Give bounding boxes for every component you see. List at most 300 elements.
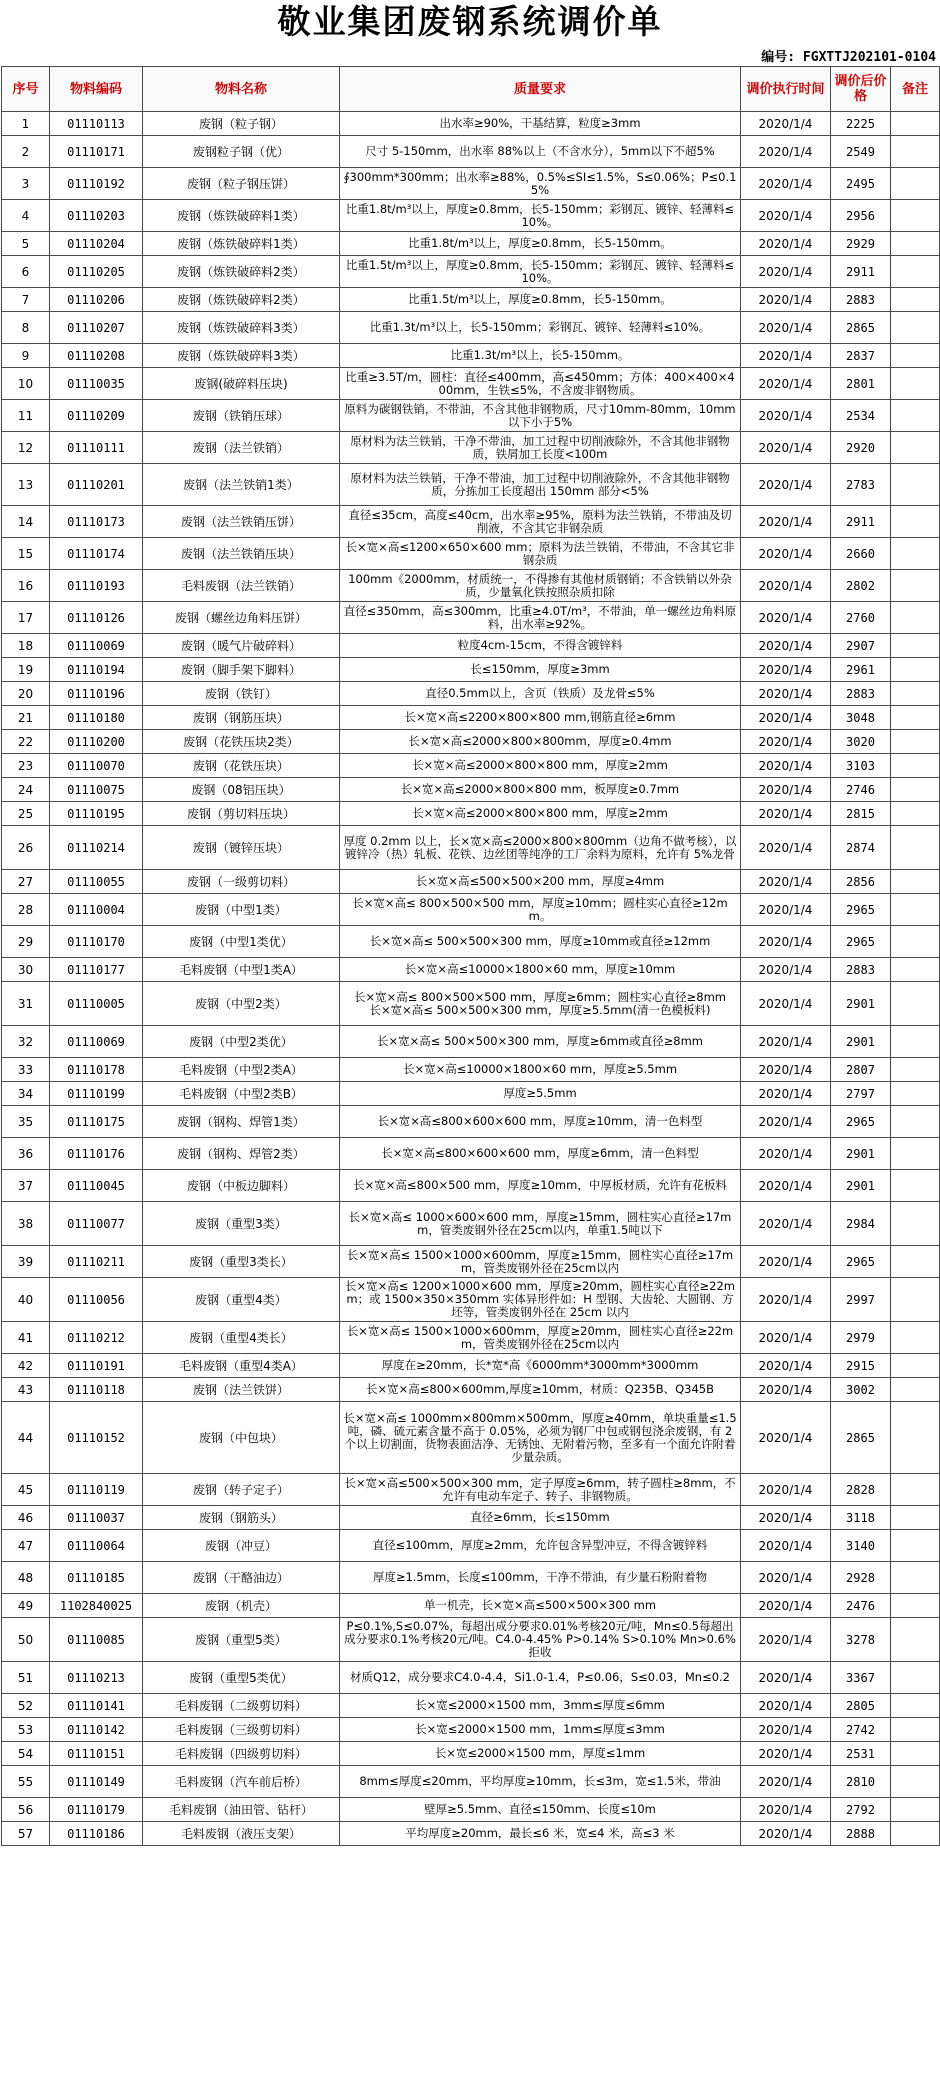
cell-no: 32 xyxy=(2,1026,50,1058)
cell-name: 毛料废钢（重型4类A） xyxy=(143,1354,340,1378)
cell-exec-time: 2020/1/4 xyxy=(741,1278,831,1322)
table-row xyxy=(2,1822,940,1846)
cell-exec-time: 2020/1/4 xyxy=(741,754,831,778)
cell-requirements: 尺寸 5-150mm，出水率 88%以上（不含水分），5mm以下不超5% xyxy=(340,136,741,168)
cell-requirements: 长×宽×高≤ 1200×1000×600 mm，厚度≥20mm，圆柱实心直径≥22mm；或 1500×350×350mm 实体异形件如：H 型钢、大齿轮、大圆钢、方坯等，管类废钢外径在 25cm 以内 xyxy=(340,1278,741,1322)
cell-requirements: 长×宽×高≤800×600mm,厚度≥10mm，材质：Q235B、Q345B xyxy=(340,1378,741,1402)
cell-price: 2865 xyxy=(831,1402,891,1474)
cell-remark xyxy=(891,256,940,288)
cell-no: 50 xyxy=(2,1618,50,1662)
cell-code: 01110213 xyxy=(50,1662,143,1694)
cell-name: 废钢（钢筋压块） xyxy=(143,706,340,730)
cell-no: 33 xyxy=(2,1058,50,1082)
cell-exec-time: 2020/1/4 xyxy=(741,602,831,634)
header-no: 序号 xyxy=(2,67,50,112)
table-row xyxy=(2,870,940,894)
cell-remark xyxy=(891,602,940,634)
cell-name: 毛料废钢（法兰铁销） xyxy=(143,570,340,602)
cell-requirements: 壁厚≥5.5mm、直径≤150mm、长度≤10m xyxy=(340,1798,741,1822)
cell-name: 废钢（转子定子） xyxy=(143,1474,340,1506)
cell-code: 01110199 xyxy=(50,1082,143,1106)
cell-requirements: 比重1.8t/m³以上，厚度≥0.8mm，长5-150mm。 xyxy=(340,232,741,256)
doc-number-row xyxy=(0,44,940,66)
cell-name: 废钢（中型2类） xyxy=(143,982,340,1026)
cell-no: 20 xyxy=(2,682,50,706)
cell-code: 01110069 xyxy=(50,634,143,658)
cell-price: 2495 xyxy=(831,168,891,200)
cell-code: 01110004 xyxy=(50,894,143,926)
table-row xyxy=(2,288,940,312)
header-requirements: 质量要求 xyxy=(340,67,741,112)
cell-exec-time: 2020/1/4 xyxy=(741,570,831,602)
cell-no: 45 xyxy=(2,1474,50,1506)
cell-name: 废钢（法兰铁饼） xyxy=(143,1378,340,1402)
cell-no: 30 xyxy=(2,958,50,982)
cell-code: 01110149 xyxy=(50,1766,143,1798)
cell-price: 2888 xyxy=(831,1822,891,1846)
cell-exec-time: 2020/1/4 xyxy=(741,368,831,400)
table-row xyxy=(2,136,940,168)
cell-no: 57 xyxy=(2,1822,50,1846)
table-row xyxy=(2,1474,940,1506)
cell-requirements: 比重1.5t/m³以上，厚度≥0.8mm，长5-150mm；彩钢瓦、镀锌、轻薄料≤10%。 xyxy=(340,256,741,288)
table-row xyxy=(2,1106,940,1138)
cell-exec-time: 2020/1/4 xyxy=(741,870,831,894)
cell-price: 3367 xyxy=(831,1662,891,1694)
cell-exec-time: 2020/1/4 xyxy=(741,1354,831,1378)
cell-name: 废钢（一级剪切料） xyxy=(143,870,340,894)
cell-remark xyxy=(891,312,940,344)
cell-price: 3278 xyxy=(831,1618,891,1662)
table-row xyxy=(2,432,940,464)
cell-requirements: 长×宽×高≤1200×650×600 mm；原料为法兰铁销，不带油，不含其它非钢杂质 xyxy=(340,538,741,570)
cell-name: 废钢（中板边脚料） xyxy=(143,1170,340,1202)
cell-name: 废钢（机壳） xyxy=(143,1594,340,1618)
cell-requirements: 长×宽×高≤2200×800×800 mm,钢筋直径≥6mm xyxy=(340,706,741,730)
cell-exec-time: 2020/1/4 xyxy=(741,1170,831,1202)
cell-requirements: 长×宽×高≤800×500 mm，厚度≥10mm，中厚板材质，允许有花板料 xyxy=(340,1170,741,1202)
cell-exec-time: 2020/1/4 xyxy=(741,706,831,730)
cell-code: 01110056 xyxy=(50,1278,143,1322)
cell-price: 2476 xyxy=(831,1594,891,1618)
cell-exec-time: 2020/1/4 xyxy=(741,1618,831,1662)
cell-code: 01110069 xyxy=(50,1026,143,1058)
cell-code: 01110005 xyxy=(50,982,143,1026)
cell-no: 38 xyxy=(2,1202,50,1246)
cell-name: 废钢（暖气片破碎料） xyxy=(143,634,340,658)
cell-code: 01110207 xyxy=(50,312,143,344)
cell-remark xyxy=(891,926,940,958)
price-adjustment-table xyxy=(1,66,940,1846)
cell-name: 毛料废钢（液压支架） xyxy=(143,1822,340,1846)
cell-code: 01110194 xyxy=(50,658,143,682)
cell-price: 2534 xyxy=(831,400,891,432)
header-price: 调价后价格 xyxy=(831,67,891,112)
cell-code: 01110204 xyxy=(50,232,143,256)
table-row xyxy=(2,730,940,754)
cell-requirements: 比重1.8t/m³以上，厚度≥0.8mm，长5-150mm；彩钢瓦、镀锌、轻薄料≤10%。 xyxy=(340,200,741,232)
cell-remark xyxy=(891,368,940,400)
cell-name: 废钢（重型3类） xyxy=(143,1202,340,1246)
cell-requirements: 原材料为法兰铁销，干净不带油，加工过程中切削液除外，不含其他非钢物质，分拣加工长度超出 150mm 部分<5% xyxy=(340,464,741,506)
cell-requirements: 长×宽≤2000×1500 mm，1mm≤厚度≤3mm xyxy=(340,1718,741,1742)
cell-name: 废钢（炼铁破碎料2类） xyxy=(143,288,340,312)
table-row xyxy=(2,464,940,506)
cell-requirements: 出水率≥90%，干基结算，粒度≥3mm xyxy=(340,112,741,136)
header-remark: 备注 xyxy=(891,67,940,112)
cell-requirements: 长×宽×高≤ 500×500×300 mm，厚度≥10mm或直径≥12mm xyxy=(340,926,741,958)
cell-name: 废钢（中型2类优） xyxy=(143,1026,340,1058)
table-row xyxy=(2,926,940,958)
cell-remark xyxy=(891,778,940,802)
cell-code: 01110180 xyxy=(50,706,143,730)
cell-requirements: 长×宽×高≤ 500×500×300 mm，厚度≥6mm或直径≥8mm xyxy=(340,1026,741,1058)
cell-no: 2 xyxy=(2,136,50,168)
cell-remark xyxy=(891,634,940,658)
cell-no: 24 xyxy=(2,778,50,802)
cell-exec-time: 2020/1/4 xyxy=(741,1246,831,1278)
cell-remark xyxy=(891,400,940,432)
cell-name: 毛料废钢（四级剪切料） xyxy=(143,1742,340,1766)
cell-requirements: 长×宽×高≤ 1500×1000×600mm，厚度≥15mm，圆柱实心直径≥17mm，管类废钢外径在25cm以内 xyxy=(340,1246,741,1278)
cell-no: 51 xyxy=(2,1662,50,1694)
cell-name: 废钢（花铁压块2类） xyxy=(143,730,340,754)
cell-remark xyxy=(891,1246,940,1278)
cell-requirements: 长×宽×高≤ 1000mm×800mm×500mm，厚度≥40mm，单块重量≤1.5吨，磷、硫元素含量不高于 0.05%，必须为钢厂中包或钢包浇余废钢，有 2 个以上切割面，货物表面洁净、无锈蚀、无附着污物，至多有一个面允许附着少量杂质。 xyxy=(340,1402,741,1474)
cell-name: 毛料废钢（中型1类A） xyxy=(143,958,340,982)
cell-no: 8 xyxy=(2,312,50,344)
cell-requirements: 长×宽≤2000×1500 mm，3mm≤厚度≤6mm xyxy=(340,1694,741,1718)
cell-requirements: 长×宽×高≤2000×800×800 mm，板厚度≥0.7mm xyxy=(340,778,741,802)
cell-no: 31 xyxy=(2,982,50,1026)
cell-name: 废钢（中包块） xyxy=(143,1402,340,1474)
cell-no: 11 xyxy=(2,400,50,432)
cell-exec-time: 2020/1/4 xyxy=(741,958,831,982)
cell-remark xyxy=(891,1662,940,1694)
cell-requirements: 单一机壳，长×宽×高≤500×500×300 mm xyxy=(340,1594,741,1618)
cell-no: 53 xyxy=(2,1718,50,1742)
cell-price: 2865 xyxy=(831,312,891,344)
cell-remark xyxy=(891,802,940,826)
cell-no: 18 xyxy=(2,634,50,658)
cell-no: 34 xyxy=(2,1082,50,1106)
table-row xyxy=(2,802,940,826)
cell-code: 01110206 xyxy=(50,288,143,312)
cell-price: 2828 xyxy=(831,1474,891,1506)
cell-requirements: 直径≤35cm，高度≤40cm，出水率≥95%，原料为法兰铁销，不带油及切削液，不含其它非钢杂质 xyxy=(340,506,741,538)
table-row xyxy=(2,1354,940,1378)
cell-name: 废钢（钢构、焊管1类） xyxy=(143,1106,340,1138)
cell-exec-time: 2020/1/4 xyxy=(741,168,831,200)
cell-exec-time: 2020/1/4 xyxy=(741,112,831,136)
cell-code: 01110171 xyxy=(50,136,143,168)
cell-no: 12 xyxy=(2,432,50,464)
cell-exec-time: 2020/1/4 xyxy=(741,1530,831,1562)
cell-remark xyxy=(891,288,940,312)
cell-code: 01110176 xyxy=(50,1138,143,1170)
table-row xyxy=(2,1662,940,1694)
cell-price: 2961 xyxy=(831,658,891,682)
cell-price: 2883 xyxy=(831,682,891,706)
cell-no: 37 xyxy=(2,1170,50,1202)
cell-remark xyxy=(891,432,940,464)
table-row xyxy=(2,312,940,344)
cell-requirements: 长≤150mm，厚度≥3mm xyxy=(340,658,741,682)
cell-name: 废钢（钢构、焊管2类） xyxy=(143,1138,340,1170)
cell-requirements: 长×宽×高≤ 1500×1000×600mm，厚度≥20mm，圆柱实心直径≥22mm，管类废钢外径在25cm以内 xyxy=(340,1322,741,1354)
cell-name: 废钢（脚手架下脚料） xyxy=(143,658,340,682)
cell-no: 14 xyxy=(2,506,50,538)
cell-requirements: 厚度≥1.5mm，长度≤100mm，干净不带油，有少量石粉附着物 xyxy=(340,1562,741,1594)
cell-price: 2965 xyxy=(831,1106,891,1138)
cell-price: 2837 xyxy=(831,344,891,368)
cell-price: 2997 xyxy=(831,1278,891,1322)
cell-price: 3020 xyxy=(831,730,891,754)
cell-no: 19 xyxy=(2,658,50,682)
cell-price: 2965 xyxy=(831,894,891,926)
cell-remark xyxy=(891,1742,940,1766)
cell-no: 29 xyxy=(2,926,50,958)
cell-code: 01110035 xyxy=(50,368,143,400)
cell-price: 2901 xyxy=(831,982,891,1026)
cell-code: 01110075 xyxy=(50,778,143,802)
cell-remark xyxy=(891,1378,940,1402)
cell-exec-time: 2020/1/4 xyxy=(741,1822,831,1846)
table-row xyxy=(2,754,940,778)
cell-requirements: 100mm《2000mm，材质统一，不得掺有其他材质钢销；不含铁销以外杂质，少量氧化铁按照杂质扣除 xyxy=(340,570,741,602)
table-row xyxy=(2,1742,940,1766)
table-row xyxy=(2,778,940,802)
table-row xyxy=(2,1718,940,1742)
cell-price: 2911 xyxy=(831,506,891,538)
cell-code: 01110037 xyxy=(50,1506,143,1530)
cell-exec-time: 2020/1/4 xyxy=(741,634,831,658)
cell-no: 52 xyxy=(2,1694,50,1718)
cell-price: 2531 xyxy=(831,1742,891,1766)
table-row xyxy=(2,1278,940,1322)
cell-code: 01110209 xyxy=(50,400,143,432)
cell-exec-time: 2020/1/4 xyxy=(741,1026,831,1058)
cell-exec-time: 2020/1/4 xyxy=(741,200,831,232)
cell-exec-time: 2020/1/4 xyxy=(741,1562,831,1594)
cell-requirements: 原材料为法兰铁销，干净不带油，加工过程中切削液除外，不含其他非钢物质，铁屑加工长度<100m xyxy=(340,432,741,464)
cell-no: 22 xyxy=(2,730,50,754)
cell-requirements: 长×宽×高≤2000×800×800 mm，厚度≥2mm xyxy=(340,802,741,826)
cell-exec-time: 2020/1/4 xyxy=(741,464,831,506)
cell-remark xyxy=(891,1694,940,1718)
cell-requirements: 长×宽×高≤ 800×500×500 mm，厚度≥6mm；圆柱实心直径≥8mm 长×宽×高≤ 500×500×300 mm，厚度≥5.5mm(清一色模板料) xyxy=(340,982,741,1026)
cell-name: 废钢（炼铁破碎料2类） xyxy=(143,256,340,288)
cell-price: 2911 xyxy=(831,256,891,288)
cell-code: 01110177 xyxy=(50,958,143,982)
cell-requirements: 厚度≥5.5mm xyxy=(340,1082,741,1106)
cell-code: 01110191 xyxy=(50,1354,143,1378)
cell-code: 01110185 xyxy=(50,1562,143,1594)
cell-price: 2792 xyxy=(831,1798,891,1822)
cell-remark xyxy=(891,682,940,706)
cell-remark xyxy=(891,870,940,894)
table-row xyxy=(2,894,940,926)
table-header-row xyxy=(2,67,940,112)
cell-requirements: 长×宽×高≤10000×1800×60 mm，厚度≥5.5mm xyxy=(340,1058,741,1082)
table-row xyxy=(2,1170,940,1202)
cell-requirements: 长×宽≤2000×1500 mm，厚度≤1mm xyxy=(340,1742,741,1766)
cell-code: 01110070 xyxy=(50,754,143,778)
cell-remark xyxy=(891,1402,940,1474)
cell-price: 2225 xyxy=(831,112,891,136)
cell-code: 01110151 xyxy=(50,1742,143,1766)
cell-exec-time: 2020/1/4 xyxy=(741,1766,831,1798)
table-row xyxy=(2,634,940,658)
cell-exec-time: 2020/1/4 xyxy=(741,1082,831,1106)
table-row xyxy=(2,1082,940,1106)
cell-code: 01110085 xyxy=(50,1618,143,1662)
cell-code: 01110045 xyxy=(50,1170,143,1202)
table-row xyxy=(2,256,940,288)
cell-exec-time: 2020/1/4 xyxy=(741,926,831,958)
cell-name: 废钢（重型5类优） xyxy=(143,1662,340,1694)
cell-name: 废钢（炼铁破碎料1类） xyxy=(143,232,340,256)
cell-remark xyxy=(891,1822,940,1846)
cell-name: 废钢（螺丝边角料压饼） xyxy=(143,602,340,634)
cell-remark xyxy=(891,538,940,570)
cell-exec-time: 2020/1/4 xyxy=(741,288,831,312)
cell-no: 15 xyxy=(2,538,50,570)
cell-no: 46 xyxy=(2,1506,50,1530)
cell-price: 2797 xyxy=(831,1082,891,1106)
table-row xyxy=(2,344,940,368)
table-row xyxy=(2,1506,940,1530)
cell-code: 01110055 xyxy=(50,870,143,894)
cell-price: 2928 xyxy=(831,1562,891,1594)
cell-remark xyxy=(891,754,940,778)
cell-price: 2746 xyxy=(831,778,891,802)
table-row xyxy=(2,1322,940,1354)
cell-price: 2549 xyxy=(831,136,891,168)
cell-no: 7 xyxy=(2,288,50,312)
cell-code: 01110152 xyxy=(50,1402,143,1474)
cell-no: 25 xyxy=(2,802,50,826)
cell-requirements: 长×宽×高≤10000×1800×60 mm，厚度≥10mm xyxy=(340,958,741,982)
cell-exec-time: 2020/1/4 xyxy=(741,256,831,288)
cell-exec-time: 2020/1/4 xyxy=(741,1474,831,1506)
cell-code: 01110175 xyxy=(50,1106,143,1138)
cell-remark xyxy=(891,1766,940,1798)
cell-price: 2883 xyxy=(831,958,891,982)
cell-name: 废钢（冲豆） xyxy=(143,1530,340,1562)
cell-name: 毛料废钢（中型2类A） xyxy=(143,1058,340,1082)
cell-remark xyxy=(891,826,940,870)
cell-exec-time: 2020/1/4 xyxy=(741,1378,831,1402)
cell-name: 毛料废钢（油田管、钻杆） xyxy=(143,1798,340,1822)
cell-requirements: 长×宽×高≤500×500×200 mm，厚度≥4mm xyxy=(340,870,741,894)
table-row xyxy=(2,1530,940,1562)
table-row xyxy=(2,1694,940,1718)
cell-code: 01110212 xyxy=(50,1322,143,1354)
cell-name: 废钢（重型4类长） xyxy=(143,1322,340,1354)
cell-requirements: 长×宽×高≤2000×800×800 mm，厚度≥2mm xyxy=(340,754,741,778)
cell-no: 4 xyxy=(2,200,50,232)
cell-exec-time: 2020/1/4 xyxy=(741,1742,831,1766)
cell-code: 01110077 xyxy=(50,1202,143,1246)
cell-price: 2742 xyxy=(831,1718,891,1742)
cell-no: 54 xyxy=(2,1742,50,1766)
cell-name: 废钢（重型3类长） xyxy=(143,1246,340,1278)
table-row xyxy=(2,506,940,538)
cell-price: 2901 xyxy=(831,1026,891,1058)
cell-remark xyxy=(891,658,940,682)
cell-no: 44 xyxy=(2,1402,50,1474)
cell-price: 2810 xyxy=(831,1766,891,1798)
cell-code: 01110141 xyxy=(50,1694,143,1718)
cell-no: 21 xyxy=(2,706,50,730)
cell-code: 01110113 xyxy=(50,112,143,136)
cell-exec-time: 2020/1/4 xyxy=(741,658,831,682)
cell-requirements: 厚度 0.2mm 以上，长×宽×高≤2000×800×800mm（边角不做考核），以镀锌冷（热）轧板、花铁、边丝团等纯净的工厂余料为原料，允许有 5%龙骨 xyxy=(340,826,741,870)
cell-name: 废钢（08铝压块） xyxy=(143,778,340,802)
cell-name: 废钢（炼铁破碎料3类） xyxy=(143,344,340,368)
cell-code: 01110178 xyxy=(50,1058,143,1082)
cell-remark xyxy=(891,1322,940,1354)
cell-no: 43 xyxy=(2,1378,50,1402)
table-row xyxy=(2,658,940,682)
cell-code: 01110201 xyxy=(50,464,143,506)
cell-no: 6 xyxy=(2,256,50,288)
cell-name: 废钢（粒子钢） xyxy=(143,112,340,136)
cell-name: 废钢（镀锌压块） xyxy=(143,826,340,870)
table-row xyxy=(2,682,940,706)
cell-name: 废钢（法兰铁销1类） xyxy=(143,464,340,506)
cell-name: 毛料废钢（三级剪切料） xyxy=(143,1718,340,1742)
cell-name: 废钢（剪切料压块） xyxy=(143,802,340,826)
cell-price: 2929 xyxy=(831,232,891,256)
cell-exec-time: 2020/1/4 xyxy=(741,1594,831,1618)
cell-name: 废钢（法兰铁销压饼） xyxy=(143,506,340,538)
cell-name: 废钢(破碎料压块) xyxy=(143,368,340,400)
cell-no: 9 xyxy=(2,344,50,368)
cell-exec-time: 2020/1/4 xyxy=(741,1106,831,1138)
cell-code: 01110208 xyxy=(50,344,143,368)
table-row xyxy=(2,1798,940,1822)
cell-no: 56 xyxy=(2,1798,50,1822)
cell-requirements: 直径≤350mm，高≤300mm，比重≥4.0T/m³，不带油，单一螺丝边角料原料，出水率≥92%。 xyxy=(340,602,741,634)
cell-price: 2856 xyxy=(831,870,891,894)
cell-remark xyxy=(891,464,940,506)
table-row xyxy=(2,368,940,400)
cell-code: 01110196 xyxy=(50,682,143,706)
cell-name: 废钢粒子钢（优） xyxy=(143,136,340,168)
cell-code: 01110193 xyxy=(50,570,143,602)
table-row xyxy=(2,112,940,136)
cell-exec-time: 2020/1/4 xyxy=(741,730,831,754)
cell-remark xyxy=(891,1506,940,1530)
cell-no: 5 xyxy=(2,232,50,256)
cell-name: 废钢（炼铁破碎料1类） xyxy=(143,200,340,232)
cell-no: 40 xyxy=(2,1278,50,1322)
cell-no: 26 xyxy=(2,826,50,870)
cell-code: 01110142 xyxy=(50,1718,143,1742)
cell-name: 废钢（铁销压球） xyxy=(143,400,340,432)
cell-remark xyxy=(891,706,940,730)
cell-remark xyxy=(891,570,940,602)
table-row xyxy=(2,1618,940,1662)
cell-no: 55 xyxy=(2,1766,50,1798)
cell-exec-time: 2020/1/4 xyxy=(741,538,831,570)
cell-requirements: 材质Q12，成分要求C4.0-4.4，Si1.0-1.4，P≤0.06，S≤0.03，Mn≤0.2 xyxy=(340,1662,741,1694)
cell-name: 废钢（法兰铁销） xyxy=(143,432,340,464)
cell-requirements: 直径0.5mm以上，含页（铁质）及龙骨≤5% xyxy=(340,682,741,706)
page-title: 敬业集团废钢系统调价单 xyxy=(277,2,663,41)
